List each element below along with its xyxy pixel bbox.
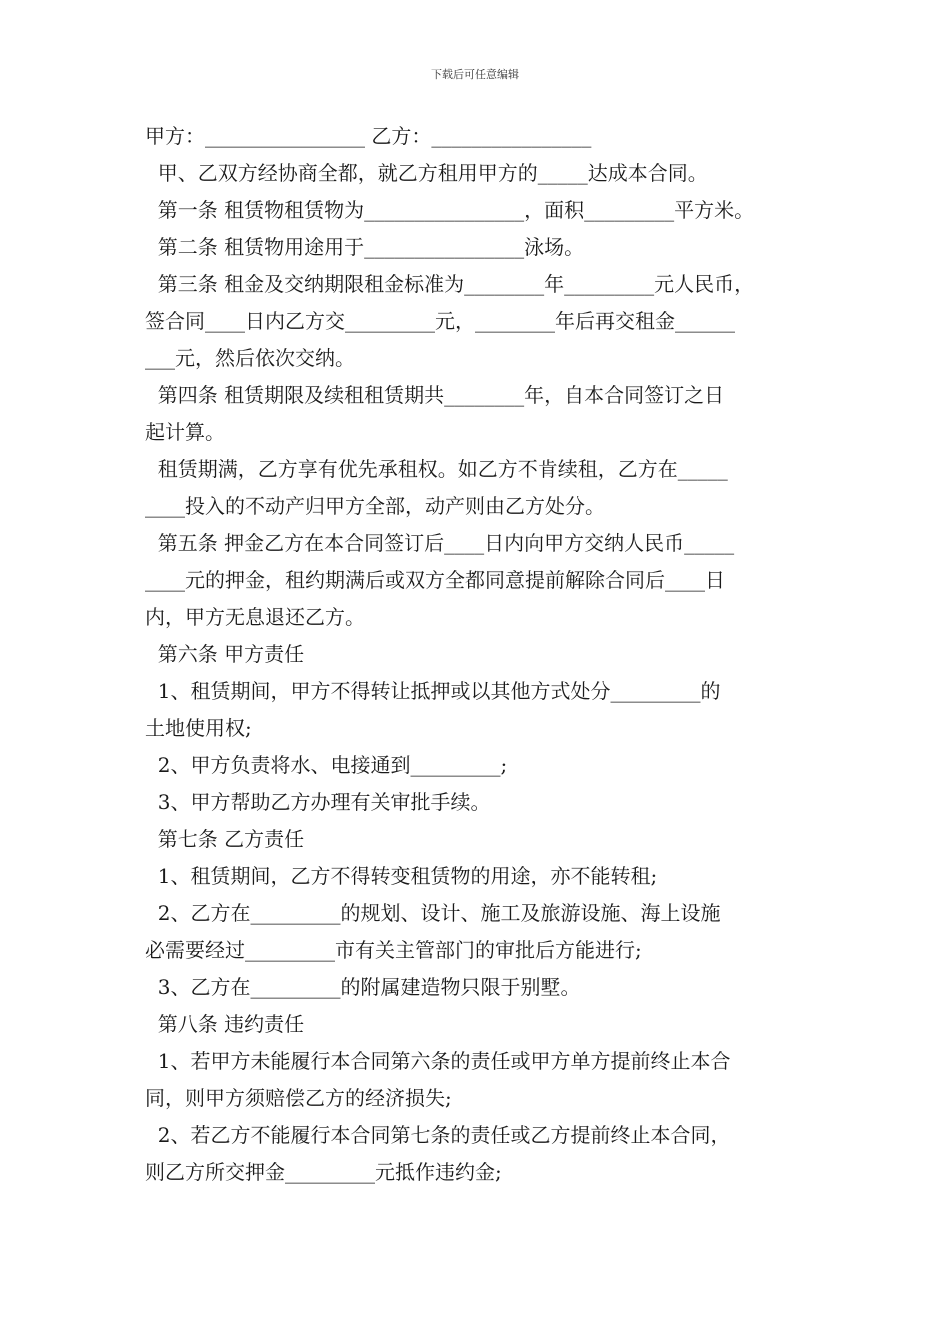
- contract-line: ____投入的不动产归甲方全部，动产则由乙方处分。: [145, 494, 605, 518]
- contract-line: 同，则甲方须赔偿乙方的经济损失;: [145, 1086, 452, 1110]
- contract-line: 第二条 租赁物用途用于________________泳场。: [145, 235, 585, 259]
- contract-line: 第五条 押金乙方在本合同签订后____日内向甲方交纳人民币_____: [145, 531, 735, 555]
- contract-line: 3、甲方帮助乙方办理有关审批手续。: [145, 790, 491, 814]
- contract-line: 甲方：________________ 乙方：________________: [145, 124, 592, 148]
- contract-line: 第三条 租金及交纳期限租金标准为________年_________元人民币，: [145, 272, 755, 296]
- contract-line: 第八条 违约责任: [145, 1012, 305, 1036]
- contract-line: 必需要经过_________市有关主管部门的审批后方能进行;: [145, 938, 642, 962]
- contract-body: [145, 118, 815, 1191]
- contract-line: 2、乙方在_________的规划、设计、施工及旅游设施、海上设施: [145, 901, 721, 925]
- contract-line: ____元的押金，租约期满后或双方全都同意提前解除合同后____日: [145, 568, 725, 592]
- page-header-note: 下载后可任意编辑: [431, 68, 519, 81]
- contract-line: 土地使用权;: [145, 716, 252, 740]
- contract-line: 第四条 租赁期限及续租租赁期共________年，自本合同签订之日: [145, 383, 725, 407]
- contract-line: 第七条 乙方责任: [145, 827, 305, 851]
- contract-line: 内，甲方无息退还乙方。: [145, 605, 365, 629]
- contract-line: 第一条 租赁物租赁物为________________，面积_________平方米。: [145, 198, 755, 222]
- contract-line: 1、租赁期间，乙方不得转变租赁物的用途，亦不能转租;: [145, 864, 658, 888]
- contract-line: 1、若甲方未能履行本合同第六条的责任或甲方单方提前终止本合: [145, 1049, 731, 1073]
- contract-line: 2、甲方负责将水、电接通到_________;: [145, 753, 508, 777]
- contract-line: 起计算。: [145, 420, 225, 444]
- contract-line: 甲、乙双方经协商全都，就乙方租用甲方的_____达成本合同。: [145, 161, 708, 185]
- contract-line: 第六条 甲方责任: [145, 642, 305, 666]
- contract-line: 3、乙方在_________的附属建造物只限于别墅。: [145, 975, 581, 999]
- contract-line: ___元，然后依次交纳。: [145, 346, 355, 370]
- contract-line: 则乙方所交押金_________元抵作违约金;: [145, 1160, 502, 1184]
- contract-line: 租赁期满，乙方享有优先承租权。如乙方不肯续租，乙方在_____: [145, 457, 728, 481]
- contract-line: 2、若乙方不能履行本合同第七条的责任或乙方提前终止本合同，: [145, 1123, 731, 1147]
- contract-line: 1、租赁期间，甲方不得转让抵押或以其他方式处分_________的: [145, 679, 721, 703]
- contract-line: 签合同____日内乙方交_________元，________年后再交租金______: [145, 309, 735, 333]
